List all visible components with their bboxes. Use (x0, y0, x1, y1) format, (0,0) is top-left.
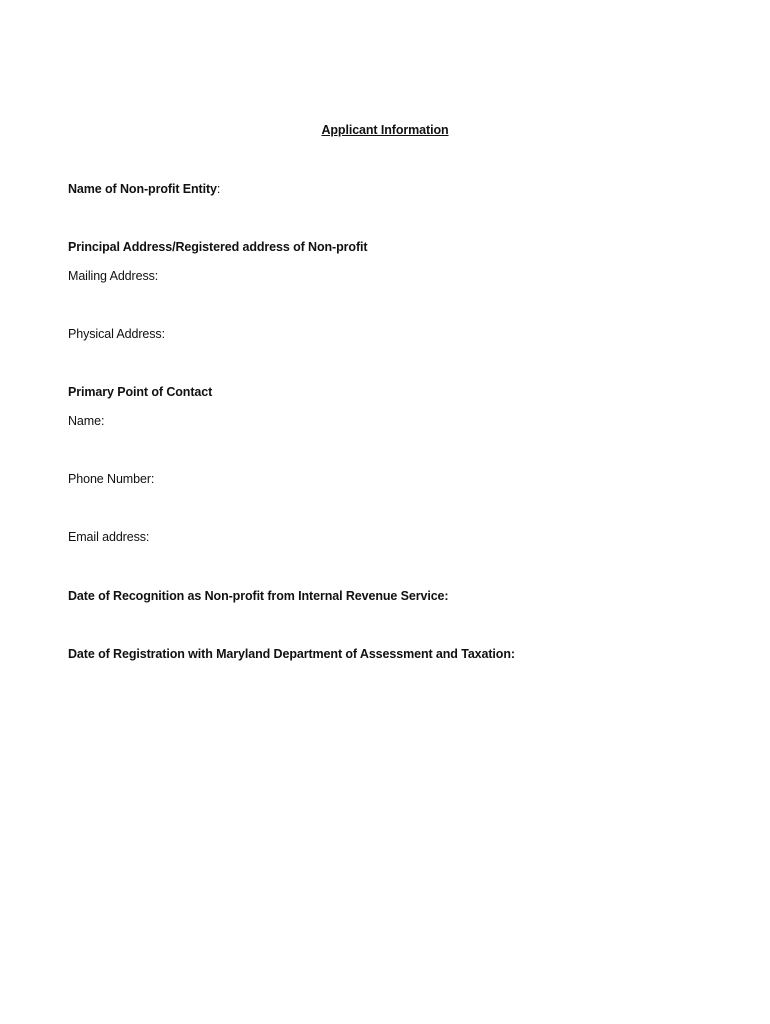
entity-name-label: Name of Non-profit Entity (68, 182, 217, 196)
contact-heading: Primary Point of Contact (68, 385, 213, 399)
mailing-address-label: Mailing Address: (68, 269, 159, 283)
maryland-registration-date-label: Date of Registration with Maryland Department of Assessment and Taxation: (68, 647, 515, 661)
principal-address-heading: Principal Address/Registered address of Non-profit (68, 240, 368, 254)
page-title: Applicant Information (321, 123, 449, 137)
entity-name-colon: : (216, 182, 221, 196)
contact-name-label: Name: (68, 414, 105, 428)
physical-address-label: Physical Address: (68, 327, 165, 341)
email-address-label: Email address: (68, 530, 150, 544)
phone-number-label: Phone Number: (68, 472, 155, 486)
irs-recognition-date-label: Date of Recognition as Non-profit from Internal Revenue Service: (68, 589, 449, 603)
entity-name-field (68, 182, 220, 196)
